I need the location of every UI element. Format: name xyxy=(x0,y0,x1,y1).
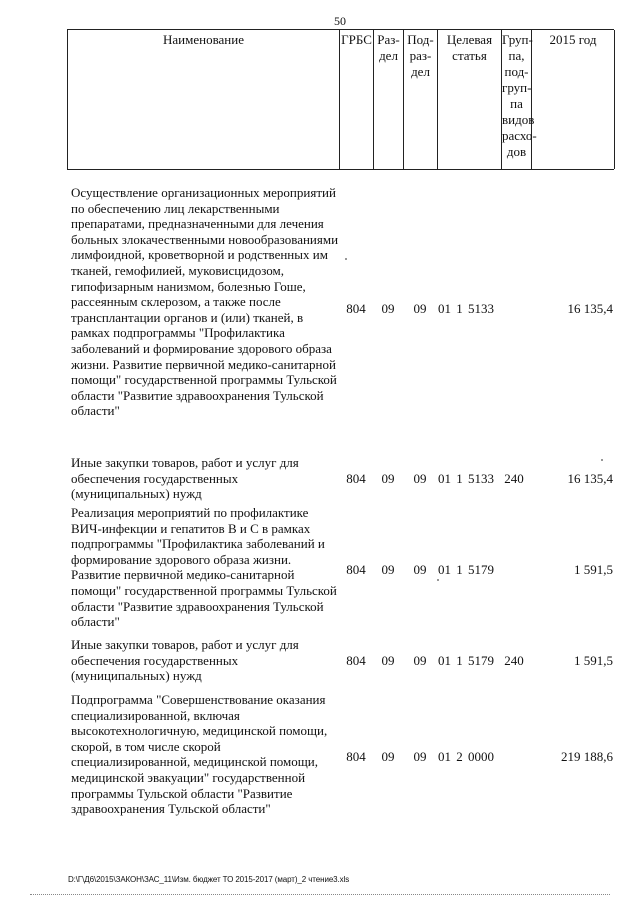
row-podrazdel: 09 xyxy=(413,562,427,577)
row-name: Иные закупки товаров, работ и услуг для обеспечения государственных (муниципальных) нужд xyxy=(71,637,299,684)
page-number: 50 xyxy=(334,14,346,28)
row-celevaya: 01 2 0000 xyxy=(438,749,494,764)
row-podrazdel: 09 xyxy=(413,471,427,486)
row-podrazdel: 09 xyxy=(413,653,427,668)
row-amount: 16 135,4 xyxy=(567,471,613,486)
row-grbs: 804 xyxy=(346,653,366,668)
row-razdel: 09 xyxy=(381,653,395,668)
table-row xyxy=(67,505,614,635)
scan-speck xyxy=(345,258,347,260)
row-vid: 240 xyxy=(504,471,524,486)
row-name: Подпрограмма "Совершенствование оказания специализированной, включая высокотехнологичную, медицинской помощи, скорой, в том числе скорой специализированной, медицинской помощи, медицинской эвакуации" государственной программы Тульской области "Развитие здравоохранения Тульской области" xyxy=(71,692,328,817)
row-vid xyxy=(497,183,531,435)
table-header xyxy=(67,29,614,170)
scan-speck xyxy=(601,459,603,461)
file-path-footer: D:\Г\Д6\2015\ЗАКОН\ЗАС_11\Изм. бюджет ТО 2015-2017 (март)_2 чтение3.xls xyxy=(68,875,350,884)
header-year: 2015 год xyxy=(532,30,615,169)
table-row xyxy=(67,637,614,685)
row-celevaya: 01 1 5133 xyxy=(438,301,494,316)
row-podrazdel: 09 xyxy=(413,749,427,764)
row-grbs: 804 xyxy=(346,749,366,764)
row-vid xyxy=(497,505,531,635)
header-name: Наименование xyxy=(68,30,340,169)
row-vid: 240 xyxy=(504,653,524,668)
row-grbs: 804 xyxy=(346,562,366,577)
table-row xyxy=(67,455,614,503)
header-vid: Груп- па, под- груп- па видов расхо- дов xyxy=(502,30,532,169)
row-celevaya: 01 1 5179 xyxy=(438,562,494,577)
row-amount: 1 591,5 xyxy=(574,653,613,668)
row-grbs: 804 xyxy=(346,471,366,486)
header-celevaya: Целевая статья xyxy=(438,30,502,169)
row-name: Осуществление организационных мероприятий по обеспечению лиц лекарственными препаратами, предназначенными для лечения больных злокачественными новообразованиями лимфоидной, кроветворной и родственных им тканей, гемофилией, муковисцидозом, гипофизарным нанизмом, болезнью Гоше, рассеянным склерозом, а также после трансплантации органов и (или) тканей, в рамках подпрограммы "Профилактика заболеваний и формирование здорового образа жизни. Развитие первичной медико-санитарной помощи" государственной программы Тульской области "Развитие здравоохранения Тульской области" xyxy=(71,185,339,419)
row-celevaya: 01 1 5179 xyxy=(438,653,494,668)
row-vid xyxy=(497,692,531,822)
row-razdel: 09 xyxy=(381,562,395,577)
header-grbs: ГРБС xyxy=(340,30,374,169)
row-amount: 16 135,4 xyxy=(567,301,613,316)
row-podrazdel: 09 xyxy=(413,301,427,316)
row-amount: 1 591,5 xyxy=(574,562,613,577)
row-grbs: 804 xyxy=(346,301,366,316)
row-razdel: 09 xyxy=(381,301,395,316)
header-podrazdel: Под- раз- дел xyxy=(404,30,438,169)
row-name: Реализация мероприятий по профилактике ВИЧ-инфекции и гепатитов В и С в рамках подпрограммы "Профилактика заболеваний и формирование здорового образа жизни. Развитие первичной медико-санитарной помощи" государственной программы Тульской области "Развитие здравоохранения Тульской области" xyxy=(71,505,337,630)
table-row xyxy=(67,692,614,822)
row-amount: 219 188,6 xyxy=(561,749,613,764)
table-row xyxy=(67,183,614,435)
row-name: Иные закупки товаров, работ и услуг для обеспечения государственных (муниципальных) нужд xyxy=(71,455,299,502)
row-razdel: 09 xyxy=(381,471,395,486)
row-razdel: 09 xyxy=(381,749,395,764)
header-razdel: Раз- дел xyxy=(374,30,404,169)
row-celevaya: 01 1 5133 xyxy=(438,471,494,486)
scan-line xyxy=(30,894,610,895)
scan-speck xyxy=(437,579,439,581)
